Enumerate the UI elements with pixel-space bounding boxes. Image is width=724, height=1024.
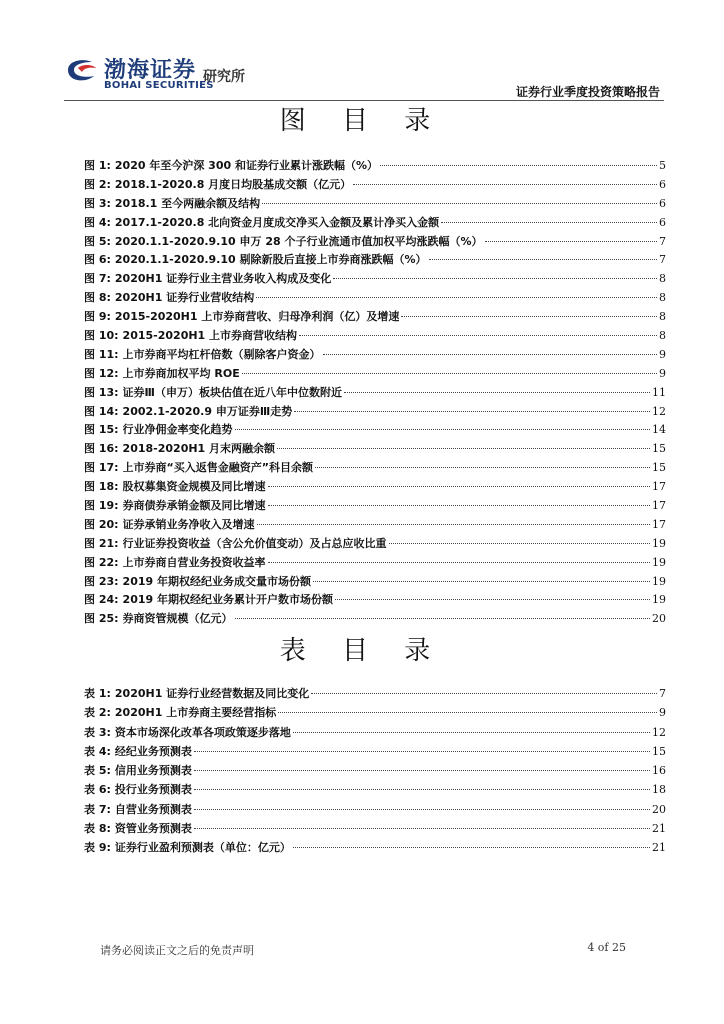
figure-entry[interactable]: [84, 157, 666, 176]
entry-page-number: 6: [659, 215, 666, 229]
dot-leader: [380, 165, 657, 166]
dot-leader: [268, 562, 650, 563]
entry-title: 2017.1-2020.8 北向资金月度成交净买入金额及累计净买入金额: [114, 215, 440, 229]
entry-label: 图 11:: [84, 347, 119, 361]
figure-entry[interactable]: [84, 308, 666, 327]
figure-entry[interactable]: [84, 478, 666, 497]
entry-page-number: 14: [652, 423, 666, 437]
dot-leader: [485, 241, 658, 242]
entry-page-number: 21: [652, 841, 666, 855]
entry-page-number: 7: [659, 253, 666, 267]
entry-title: 资管业务预测表: [114, 822, 192, 836]
dot-leader: [401, 316, 657, 317]
entry-page-number: 19: [652, 536, 666, 550]
figures-index-list: [84, 157, 666, 629]
dot-leader: [278, 712, 657, 713]
table-entry[interactable]: [84, 743, 666, 762]
entry-page-number: 6: [659, 196, 666, 210]
entry-label: 图 17:: [84, 461, 119, 475]
entry-label: 图 5:: [84, 234, 111, 248]
entry-title: 券商债券承销金额及同比增速: [122, 499, 266, 513]
entry-title: 证券Ⅲ（申万）板块估值在近八年中位数附近: [122, 385, 342, 399]
entry-label: 图 9:: [84, 310, 111, 324]
dot-leader: [441, 222, 657, 223]
figure-entry[interactable]: [84, 610, 666, 629]
entry-page-number: 18: [652, 783, 666, 797]
table-entry[interactable]: [84, 762, 666, 781]
entry-title: 上市券商加权平均 ROE: [122, 366, 240, 380]
entry-label: 图 24:: [84, 593, 119, 607]
dot-leader: [294, 411, 650, 412]
figure-entry[interactable]: [84, 270, 666, 289]
entry-label: 图 25:: [84, 612, 119, 626]
entry-title: 自营业务预测表: [114, 802, 192, 816]
entry-label: 图 7:: [84, 272, 111, 286]
dot-leader: [235, 429, 650, 430]
entry-label: 图 6:: [84, 253, 111, 267]
entry-page-number: 19: [652, 593, 666, 607]
dot-leader: [293, 732, 650, 733]
dot-leader: [293, 847, 650, 848]
table-entry[interactable]: [84, 820, 666, 839]
entry-label: 图 3:: [84, 196, 111, 210]
entry-title: 2020 年至今沪深 300 和证券行业累计涨跌幅（%）: [114, 159, 378, 172]
report-type: 证券行业季度投资策略报告: [515, 85, 660, 99]
entry-page-number: 15: [652, 442, 666, 456]
entry-page-number: 17: [652, 499, 666, 513]
entry-title: 2020H1 证券行业主营业务收入构成及变化: [114, 272, 332, 286]
entry-label: 表 5:: [84, 764, 111, 778]
entry-page-number: 15: [652, 744, 666, 758]
figure-entry[interactable]: [84, 346, 666, 365]
entry-title: 行业证券投资收益（含公允价值变动）及占总应收比重: [122, 536, 387, 550]
entry-page-number: 7: [659, 234, 666, 248]
table-entry[interactable]: [84, 685, 666, 704]
entry-page-number: 8: [659, 291, 666, 305]
table-entry[interactable]: [84, 704, 666, 723]
entry-label: 图 1:: [84, 159, 111, 172]
dot-leader: [235, 618, 650, 619]
entry-label: 表 9:: [84, 841, 111, 855]
entry-title: 2015-2020H1 上市券商营收、归母净利润（亿）及增速: [114, 310, 400, 324]
entry-label: 图 22:: [84, 555, 119, 569]
figures-index-title: 图 目 录: [279, 106, 445, 136]
entry-page-number: 6: [659, 177, 666, 191]
entry-title: 2020H1 证券行业经营数据及同比变化: [114, 687, 310, 700]
dot-leader: [344, 392, 650, 393]
entry-title: 2019 年期权经纪业务累计开户数市场份额: [122, 593, 333, 607]
entry-title: 证券行业盈利预测表（单位：亿元）: [114, 841, 291, 855]
entry-title: 2002.1-2020.9 申万证券Ⅲ走势: [122, 404, 293, 418]
entry-page-number: 15: [652, 461, 666, 475]
entry-page-number: 19: [652, 574, 666, 588]
entry-label: 表 6:: [84, 783, 111, 797]
tables-index-title: 表 目 录: [279, 636, 445, 666]
entry-page-number: 12: [652, 725, 666, 739]
entry-label: 表 4:: [84, 744, 111, 758]
entry-label: 图 15:: [84, 423, 119, 437]
figure-entry[interactable]: [84, 176, 666, 195]
entry-title: 信用业务预测表: [114, 764, 192, 778]
figure-entry[interactable]: [84, 516, 666, 535]
entry-title: 经纪业务预测表: [114, 744, 192, 758]
tables-index-list: [84, 685, 666, 859]
entry-label: 表 1:: [84, 687, 111, 700]
entry-page-number: 21: [652, 822, 666, 836]
entry-label: 图 23:: [84, 574, 119, 588]
figure-entry[interactable]: [84, 421, 666, 440]
figure-entry[interactable]: [84, 497, 666, 516]
dot-leader: [268, 505, 650, 506]
entry-page-number: 9: [659, 347, 666, 361]
entry-title: 2015-2020H1 上市券商营收结构: [122, 329, 298, 343]
page-number: 4 of 25: [587, 941, 626, 954]
entry-title: 证券承销业务净收入及增速: [122, 517, 255, 531]
entry-title: 上市券商平均杠杆倍数（剔除客户资金）: [122, 347, 321, 361]
entry-label: 表 8:: [84, 822, 111, 836]
entry-page-number: 7: [659, 687, 666, 700]
figure-entry[interactable]: [84, 251, 666, 270]
dot-leader: [194, 789, 650, 790]
entry-page-number: 8: [659, 272, 666, 286]
entry-page-number: 9: [659, 706, 666, 720]
table-entry[interactable]: [84, 801, 666, 820]
entry-page-number: 11: [652, 385, 666, 399]
dot-leader: [194, 828, 650, 829]
entry-page-number: 17: [652, 517, 666, 531]
entry-title: 2020H1 上市券商主要经营指标: [114, 706, 277, 720]
figure-entry[interactable]: [84, 554, 666, 573]
dot-leader: [315, 467, 650, 468]
entry-page-number: 5: [659, 159, 666, 172]
entry-page-number: 12: [652, 404, 666, 418]
dot-leader: [311, 693, 657, 694]
dot-leader: [256, 297, 657, 298]
dot-leader: [194, 770, 650, 771]
entry-page-number: 8: [659, 329, 666, 343]
bohai-logo-icon: [64, 56, 100, 84]
entry-label: 图 20:: [84, 517, 119, 531]
entry-label: 图 19:: [84, 499, 119, 513]
dot-leader: [268, 486, 650, 487]
figure-entry[interactable]: [84, 365, 666, 384]
entry-title: 2020.1.1-2020.9.10 剔除新股后直接上市券商涨跌幅（%）: [114, 253, 427, 267]
figure-entry[interactable]: [84, 327, 666, 346]
dot-leader: [242, 373, 657, 374]
entry-label: 图 13:: [84, 385, 119, 399]
dot-leader: [262, 203, 657, 204]
entry-title: 资本市场深化改革各项政策逐步落地: [114, 725, 291, 739]
dot-leader: [194, 751, 650, 752]
figure-entry[interactable]: [84, 591, 666, 610]
entry-title: 2019 年期权经纪业务成交量市场份额: [122, 574, 311, 588]
table-entry[interactable]: [84, 839, 666, 858]
table-entry[interactable]: [84, 781, 666, 800]
entry-label: 图 12:: [84, 366, 119, 380]
entry-title: 上市券商“买入返售金融资产”科目余额: [122, 461, 314, 475]
dot-leader: [389, 543, 650, 544]
entry-title: 2020H1 证券行业营收结构: [114, 291, 255, 305]
figure-entry[interactable]: [84, 289, 666, 308]
dot-leader: [429, 259, 657, 260]
entry-title: 行业净佣金率变化趋势: [122, 423, 233, 437]
logo-chinese-name: 渤海证券: [104, 58, 197, 83]
dot-leader: [299, 335, 657, 336]
logo-institute: 研究所: [203, 69, 245, 85]
dot-leader: [277, 448, 650, 449]
entry-page-number: 16: [652, 764, 666, 778]
entry-page-number: 20: [652, 802, 666, 816]
entry-label: 图 16:: [84, 442, 119, 456]
figure-entry[interactable]: [84, 233, 666, 252]
figure-entry[interactable]: [84, 535, 666, 554]
entry-label: 图 4:: [84, 215, 111, 229]
logo-english-name: BOHAI SECURITIES: [104, 80, 214, 91]
figure-entry[interactable]: [84, 459, 666, 478]
dot-leader: [335, 599, 650, 600]
entry-label: 表 7:: [84, 802, 111, 816]
entry-title: 上市券商自营业务投资收益率: [122, 555, 266, 569]
footer-disclaimer: 请务必阅读正文之后的免责声明: [100, 944, 254, 957]
entry-page-number: 19: [652, 555, 666, 569]
figure-entry[interactable]: [84, 573, 666, 592]
entry-label: 图 18:: [84, 480, 119, 494]
entry-title: 投行业务预测表: [114, 783, 192, 797]
entry-label: 图 21:: [84, 536, 119, 550]
table-entry[interactable]: [84, 724, 666, 743]
entry-title: 2018.1 至今两融余额及结构: [114, 196, 261, 210]
dot-leader: [323, 354, 657, 355]
entry-title: 2020.1.1-2020.9.10 申万 28 个子行业流通市值加权平均涨跌幅（%）: [114, 234, 483, 248]
dot-leader: [194, 809, 650, 810]
dot-leader: [333, 278, 657, 279]
entry-title: 2018-2020H1 月末两融余额: [122, 442, 276, 456]
entry-label: 图 2:: [84, 177, 111, 191]
entry-page-number: 8: [659, 310, 666, 324]
entry-page-number: 9: [659, 366, 666, 380]
entry-label: 表 2:: [84, 706, 111, 720]
entry-title: 股权募集资金规模及同比增速: [122, 480, 266, 494]
entry-title: 2018.1-2020.8 月度日均股基成交额（亿元）: [114, 177, 352, 191]
page-header: [0, 0, 724, 110]
figure-entry[interactable]: [84, 440, 666, 459]
entry-label: 图 8:: [84, 291, 111, 305]
entry-label: 图 14:: [84, 404, 119, 418]
figure-entry[interactable]: [84, 195, 666, 214]
dot-leader: [353, 184, 657, 185]
figure-entry[interactable]: [84, 214, 666, 233]
entry-label: 图 10:: [84, 329, 119, 343]
entry-page-number: 17: [652, 480, 666, 494]
entry-label: 表 3:: [84, 725, 111, 739]
dot-leader: [313, 581, 650, 582]
entry-page-number: 20: [652, 612, 666, 626]
figure-entry[interactable]: [84, 403, 666, 422]
dot-leader: [257, 524, 650, 525]
figure-entry[interactable]: [84, 384, 666, 403]
entry-title: 券商资管规模（亿元）: [122, 612, 233, 626]
